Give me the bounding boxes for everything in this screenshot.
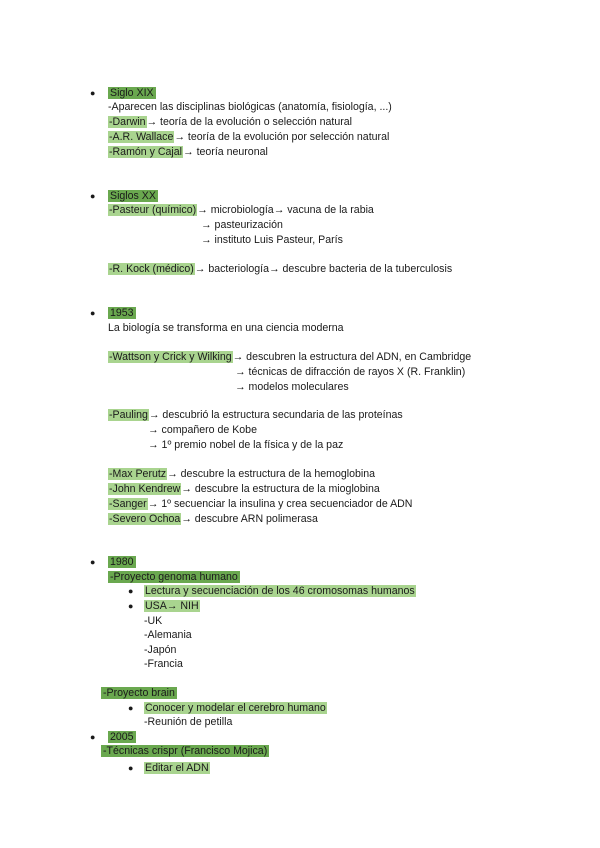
text-line: → pasteurización bbox=[201, 219, 283, 231]
arrow-icon: → bbox=[232, 351, 244, 363]
text-line: -Japón bbox=[144, 644, 177, 656]
text-line: -Severo Ochoa→ descubre ARN polimerasa bbox=[109, 513, 318, 525]
arrow-icon: → bbox=[181, 483, 192, 495]
text-line: -Proyecto genoma humano bbox=[110, 571, 238, 583]
arrow-icon: → bbox=[201, 219, 212, 231]
arrow-icon: → bbox=[201, 234, 212, 246]
bullet-icon: ● bbox=[90, 191, 96, 201]
bullet-icon: ● bbox=[90, 88, 96, 98]
text-line: -Ramón y Cajal→ teoría neuronal bbox=[109, 146, 268, 158]
arrow-icon: → bbox=[167, 468, 178, 480]
text-line: Editar el ADN bbox=[145, 762, 209, 774]
arrow-icon: → bbox=[235, 366, 246, 378]
arrow-icon: → bbox=[181, 513, 192, 525]
arrow-icon: → bbox=[273, 204, 285, 216]
text-line: -Wattson y Crick y Wilking→ descubren la estructura del ADN, en Cambridge bbox=[109, 351, 472, 363]
heading-1953: 1953 bbox=[110, 307, 134, 319]
text-line: -Darwin→ teoría de la evolución o selección natural bbox=[109, 116, 353, 128]
arrow-icon: → bbox=[197, 204, 208, 216]
text-line: -Alemania bbox=[144, 629, 192, 641]
arrow-icon: → bbox=[174, 131, 185, 143]
text-line: -A.R. Wallace→ teoría de la evolución por selección natural bbox=[109, 131, 390, 143]
text-line: USA→ NIH bbox=[145, 600, 199, 612]
text-line: -Reunión de petilla bbox=[144, 716, 233, 728]
text-line: Lectura y secuenciación de los 46 cromosomas humanos bbox=[145, 585, 415, 597]
arrow-icon: → bbox=[146, 116, 158, 128]
bullet-icon: ● bbox=[90, 308, 96, 318]
arrow-icon: → bbox=[148, 409, 160, 421]
text-line: -Max Perutz→ descubre la estructura de la hemoglobina bbox=[109, 468, 375, 480]
bullet-icon: ● bbox=[90, 557, 96, 567]
arrow-icon: → bbox=[194, 263, 206, 275]
bullet-icon: ● bbox=[90, 732, 96, 742]
heading-2005: 2005 bbox=[110, 731, 134, 743]
text-line: -Francia bbox=[144, 658, 183, 670]
arrow-icon: → bbox=[183, 146, 194, 158]
arrow-icon: → bbox=[268, 263, 280, 275]
heading-siglos-xx: Siglos XX bbox=[110, 190, 156, 202]
bullet-icon: ● bbox=[128, 763, 134, 773]
text-line: -UK bbox=[144, 615, 163, 627]
text-line: -Pasteur (químico)→ microbiología→ vacuna de la rabia bbox=[109, 204, 374, 216]
text-line: -Aparecen las disciplinas biológicas (anatomía, fisiología, ...) bbox=[108, 101, 392, 113]
text-line: -Proyecto brain bbox=[103, 687, 175, 699]
text-line: -Técnicas crispr (Francisco Mojica) bbox=[103, 745, 268, 757]
bullet-icon: ● bbox=[128, 703, 134, 713]
text-line: -Sanger→ 1º secuenciar la insulina y crea secuenciador de ADN bbox=[109, 498, 413, 510]
heading-1980: 1980 bbox=[110, 556, 134, 568]
text-line: → 1º premio nobel de la física y de la paz bbox=[148, 439, 344, 451]
text-line: -R. Kock (médico)→ bacteriología→ descubre bacteria de la tuberculosis bbox=[109, 263, 453, 275]
text-line: -John Kendrew→ descubre la estructura de la mioglobina bbox=[109, 483, 380, 495]
arrow-icon: → bbox=[148, 439, 159, 451]
arrow-icon: → bbox=[148, 424, 159, 436]
bullet-icon: ● bbox=[128, 601, 134, 611]
text-line: → modelos moleculares bbox=[235, 381, 349, 393]
arrow-icon: → bbox=[166, 600, 178, 612]
text-line: La biología se transforma en una ciencia moderna bbox=[108, 322, 344, 334]
arrow-icon: → bbox=[147, 498, 159, 510]
heading-siglo-xix: Siglo XIX bbox=[110, 87, 154, 99]
text-line: → compañero de Kobe bbox=[148, 424, 257, 436]
text-line: → instituto Luis Pasteur, París bbox=[201, 234, 343, 246]
text-line: → técnicas de difracción de rayos X (R. Franklin) bbox=[235, 366, 466, 378]
text-line: Conocer y modelar el cerebro humano bbox=[145, 702, 326, 714]
text-line: -Pauling→ descubrió la estructura secundaria de las proteínas bbox=[109, 409, 403, 421]
bullet-icon: ● bbox=[128, 586, 134, 596]
arrow-icon: → bbox=[235, 381, 246, 393]
